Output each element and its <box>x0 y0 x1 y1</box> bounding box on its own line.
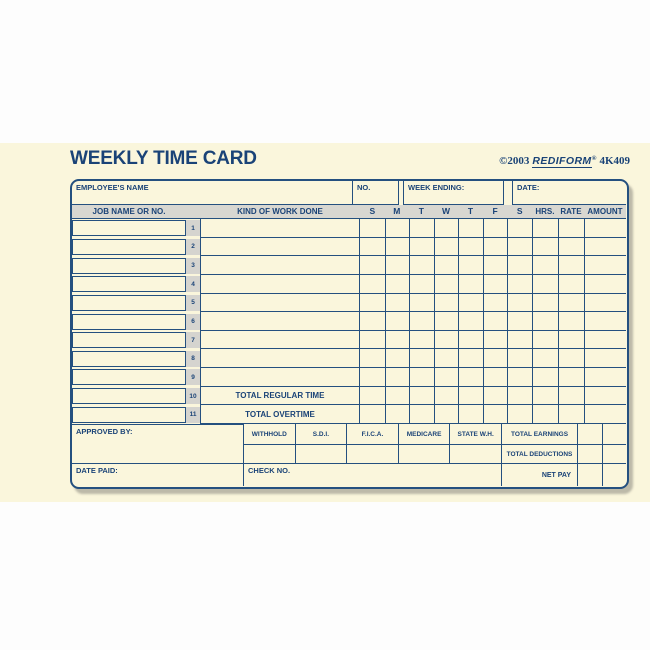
job-name-cell <box>72 331 186 350</box>
day-hours-cell <box>483 405 508 423</box>
day-hours-cell <box>360 405 385 423</box>
day-hours-cell <box>483 256 508 274</box>
row-number-column <box>186 219 200 424</box>
row-number-cell <box>186 238 200 257</box>
day-column-header: S <box>516 206 523 216</box>
day-hours-cell <box>385 256 410 274</box>
job-name-box <box>72 220 186 236</box>
work-done-cell <box>201 256 359 275</box>
day-hours-cell <box>507 405 532 423</box>
day-hours-cell <box>360 275 385 293</box>
day-hours-cell <box>458 238 483 256</box>
time-card-table <box>70 179 629 489</box>
hrs-cell <box>532 405 558 423</box>
hrs-cell <box>532 238 558 256</box>
rate-cell <box>558 387 584 405</box>
work-done-cell <box>201 219 359 238</box>
deduction-value-cell <box>399 445 451 464</box>
job-name-box <box>72 258 186 274</box>
day-hours-cell <box>409 294 434 312</box>
deduction-header-cell: MEDICARE <box>399 424 451 445</box>
day-hours-cell <box>434 275 459 293</box>
day-hours-cell <box>434 405 459 423</box>
work-done-cell <box>201 368 359 387</box>
day-hours-cell <box>458 368 483 386</box>
hours-grid-row <box>360 349 626 368</box>
hrs-column-header: HRS. <box>535 207 555 216</box>
job-name-column-header: JOB NAME OR NO. <box>92 207 166 216</box>
job-name-box <box>72 239 186 255</box>
day-hours-cell <box>507 238 532 256</box>
row-number-cell <box>186 312 200 331</box>
day-hours-cell <box>483 219 508 237</box>
hours-grid-row <box>360 368 626 387</box>
rate-cell <box>558 219 584 237</box>
day-hours-cell <box>360 294 385 312</box>
day-hours-cell <box>360 256 385 274</box>
hours-grid-row <box>360 294 626 313</box>
deduction-value-cell <box>347 445 399 464</box>
date-paid-field: DATE PAID: <box>72 464 244 486</box>
row-number: 1 <box>186 220 200 236</box>
total-regular-time-cell: TOTAL REGULAR TIME <box>201 387 359 406</box>
row-number: 4 <box>186 276 200 292</box>
hrs-cell <box>532 294 558 312</box>
job-name-cell <box>72 405 186 424</box>
amount-cell <box>584 368 626 386</box>
day-hours-cell <box>385 405 410 423</box>
day-hours-cell <box>483 349 508 367</box>
day-hours-cell <box>434 219 459 237</box>
copyright-year: ©2003 <box>499 155 530 167</box>
row-number-cell <box>186 405 200 424</box>
amount-cell <box>584 405 626 423</box>
day-hours-cell <box>434 312 459 330</box>
work-done-cell <box>201 294 359 313</box>
deduction-value-cell <box>244 445 296 464</box>
day-hours-cell <box>458 387 483 405</box>
row-number-cell <box>186 349 200 368</box>
day-hours-cell <box>483 312 508 330</box>
work-done-cell <box>201 275 359 294</box>
amount-cell <box>584 349 626 367</box>
day-hours-cell <box>409 256 434 274</box>
rate-cell <box>558 331 584 349</box>
job-name-cell <box>72 312 186 331</box>
total-earnings-cents-cell <box>603 424 626 445</box>
hrs-cell <box>532 387 558 405</box>
job-name-cell <box>72 219 186 238</box>
deduction-header-cell: S.D.I. <box>296 424 348 445</box>
hours-grid-row <box>360 238 626 257</box>
day-column-header: F <box>492 206 498 216</box>
approved-by-field: APPROVED BY: <box>72 424 244 464</box>
employee-no-field: NO. <box>353 181 399 205</box>
day-hours-cell <box>507 387 532 405</box>
hours-grid-row <box>360 405 626 424</box>
day-hours-cell <box>385 294 410 312</box>
row-number-cell <box>186 368 200 387</box>
net-pay-cents-cell <box>603 464 626 486</box>
row-number: 7 <box>186 332 200 348</box>
net-pay-dollars-cell <box>578 464 603 486</box>
work-done-cell <box>201 312 359 331</box>
employee-name-field: EMPLOYEE'S NAME <box>72 181 353 205</box>
hrs-cell <box>532 349 558 367</box>
total-deductions-cents-cell <box>603 445 626 464</box>
day-hours-cell <box>458 275 483 293</box>
amount-cell <box>584 312 626 330</box>
amount-cell <box>584 238 626 256</box>
job-name-cell <box>72 294 186 313</box>
deduction-value-cell <box>450 445 502 464</box>
hours-grid-row <box>360 219 626 238</box>
rate-column-header: RATE <box>560 207 582 216</box>
job-name-cell <box>72 368 186 387</box>
row-number-cell <box>186 387 200 406</box>
day-hours-cell <box>434 256 459 274</box>
job-name-box <box>72 351 186 367</box>
job-name-column <box>72 219 186 424</box>
job-name-cell <box>72 349 186 368</box>
rate-cell <box>558 368 584 386</box>
work-done-cell <box>201 238 359 257</box>
day-hours-cell <box>409 331 434 349</box>
day-hours-cell <box>434 331 459 349</box>
card-title: WEEKLY TIME CARD <box>70 148 257 169</box>
day-hours-cell <box>434 238 459 256</box>
masthead <box>70 148 630 170</box>
work-done-cell <box>201 331 359 350</box>
amount-column-header: AMOUNT <box>587 207 623 216</box>
day-hours-cell <box>483 331 508 349</box>
amount-cell <box>584 294 626 312</box>
rate-cell <box>558 349 584 367</box>
hrs-cell <box>532 312 558 330</box>
day-hours-cell <box>483 238 508 256</box>
day-hours-cell <box>458 312 483 330</box>
check-no-field: CHECK NO. <box>244 464 502 486</box>
total-earnings-dollars-cell <box>578 424 603 445</box>
rate-cell <box>558 405 584 423</box>
rediform-logo: REDIFORM <box>532 155 592 167</box>
hours-grid-row <box>360 312 626 331</box>
rate-cell <box>558 294 584 312</box>
row-number-cell <box>186 331 200 350</box>
column-header-strip <box>72 205 626 219</box>
deduction-header-cell: STATE W.H. <box>450 424 502 445</box>
job-name-cell <box>72 275 186 294</box>
day-hours-cell <box>409 312 434 330</box>
day-hours-cell <box>385 331 410 349</box>
model-number: 4K409 <box>599 155 630 167</box>
day-hours-cell <box>507 275 532 293</box>
day-hours-cell <box>385 368 410 386</box>
rate-cell <box>558 238 584 256</box>
day-hours-cell <box>434 294 459 312</box>
day-hours-cell <box>360 349 385 367</box>
day-hours-cell <box>458 294 483 312</box>
row-number: 3 <box>186 258 200 274</box>
day-hours-cell <box>409 405 434 423</box>
hours-grid-row <box>360 256 626 275</box>
deduction-value-cell <box>296 445 348 464</box>
day-hours-cell <box>434 368 459 386</box>
amount-cell <box>584 387 626 405</box>
row-number: 8 <box>186 351 200 367</box>
row-number-cell <box>186 294 200 313</box>
day-hours-cell <box>507 256 532 274</box>
day-hours-cell <box>507 294 532 312</box>
day-column-header: W <box>441 206 450 216</box>
row-number: 5 <box>186 295 200 311</box>
day-column-header: T <box>418 206 424 216</box>
total-earnings-label: TOTAL EARNINGS <box>502 424 578 445</box>
hours-grid-row <box>360 275 626 294</box>
date-field: DATE: <box>512 181 626 205</box>
day-hours-cell <box>409 275 434 293</box>
row-number: 2 <box>186 239 200 255</box>
amount-cell <box>584 275 626 293</box>
day-hours-cell <box>507 312 532 330</box>
net-pay-label: NET PAY <box>502 464 578 486</box>
day-hours-cell <box>483 368 508 386</box>
job-name-cell <box>72 387 186 406</box>
day-hours-cell <box>507 368 532 386</box>
kind-of-work-column-header: KIND OF WORK DONE <box>237 207 323 216</box>
job-name-box <box>72 369 186 385</box>
hours-grid <box>360 219 626 424</box>
hrs-cell <box>532 275 558 293</box>
day-hours-cell <box>409 349 434 367</box>
day-hours-cell <box>507 219 532 237</box>
deduction-value-row <box>244 445 502 464</box>
job-name-box <box>72 332 186 348</box>
total-deductions-label: TOTAL DEDUCTIONS <box>502 445 578 464</box>
total-overtime-cell: TOTAL OVERTIME <box>201 405 359 424</box>
deduction-header-row <box>244 424 502 445</box>
day-hours-cell <box>385 349 410 367</box>
amount-cell <box>584 219 626 237</box>
day-hours-cell <box>409 368 434 386</box>
job-name-cell <box>72 238 186 257</box>
rate-cell <box>558 256 584 274</box>
rate-cell <box>558 275 584 293</box>
day-hours-cell <box>360 331 385 349</box>
day-hours-cell <box>434 349 459 367</box>
day-hours-cell <box>360 312 385 330</box>
week-ending-field: WEEK ENDING: <box>403 181 504 205</box>
rate-cell <box>558 312 584 330</box>
day-hours-cell <box>385 275 410 293</box>
time-card-paper <box>0 143 650 502</box>
day-hours-cell <box>409 219 434 237</box>
day-hours-cell <box>385 219 410 237</box>
day-hours-cell <box>507 349 532 367</box>
day-hours-cell <box>458 331 483 349</box>
day-column-header: S <box>369 206 376 216</box>
job-name-box <box>72 314 186 330</box>
day-hours-cell <box>360 219 385 237</box>
day-hours-cell <box>507 331 532 349</box>
row-number-cell <box>186 256 200 275</box>
day-column-header: M <box>393 206 401 216</box>
day-hours-cell <box>483 387 508 405</box>
job-name-cell <box>72 256 186 275</box>
day-hours-cell <box>483 275 508 293</box>
day-hours-cell <box>385 312 410 330</box>
registered-mark-icon: ® <box>591 155 597 162</box>
hrs-cell <box>532 368 558 386</box>
row-number-cell <box>186 219 200 238</box>
copyright-line <box>499 155 630 167</box>
day-hours-cell <box>458 349 483 367</box>
job-name-box <box>72 295 186 311</box>
job-name-box <box>72 407 186 423</box>
row-number: 10 <box>186 388 200 404</box>
day-hours-cell <box>434 387 459 405</box>
row-number: 6 <box>186 314 200 330</box>
row-number: 11 <box>186 407 200 423</box>
hours-grid-row <box>360 331 626 350</box>
day-column-header: T <box>467 206 474 216</box>
total-deductions-dollars-cell <box>578 445 603 464</box>
hrs-cell <box>532 331 558 349</box>
work-done-cell <box>201 349 359 368</box>
deduction-header-cell: F.I.C.A. <box>347 424 399 445</box>
row-number: 9 <box>186 369 200 385</box>
day-hours-cell <box>360 368 385 386</box>
day-hours-cell <box>458 219 483 237</box>
day-hours-cell <box>385 387 410 405</box>
job-name-box <box>72 276 186 292</box>
deduction-header-cell: WITHHOLD <box>244 424 296 445</box>
job-name-box <box>72 388 186 404</box>
day-hours-cell <box>360 238 385 256</box>
amount-cell <box>584 331 626 349</box>
day-hours-cell <box>483 294 508 312</box>
day-hours-cell <box>385 238 410 256</box>
kind-of-work-column <box>200 219 360 424</box>
day-hours-cell <box>409 238 434 256</box>
day-hours-cell <box>458 256 483 274</box>
row-number-cell <box>186 275 200 294</box>
amount-cell <box>584 256 626 274</box>
hrs-cell <box>532 256 558 274</box>
hours-grid-row <box>360 387 626 406</box>
day-hours-cell <box>458 405 483 423</box>
hrs-cell <box>532 219 558 237</box>
day-hours-cell <box>409 387 434 405</box>
day-hours-cell <box>360 387 385 405</box>
